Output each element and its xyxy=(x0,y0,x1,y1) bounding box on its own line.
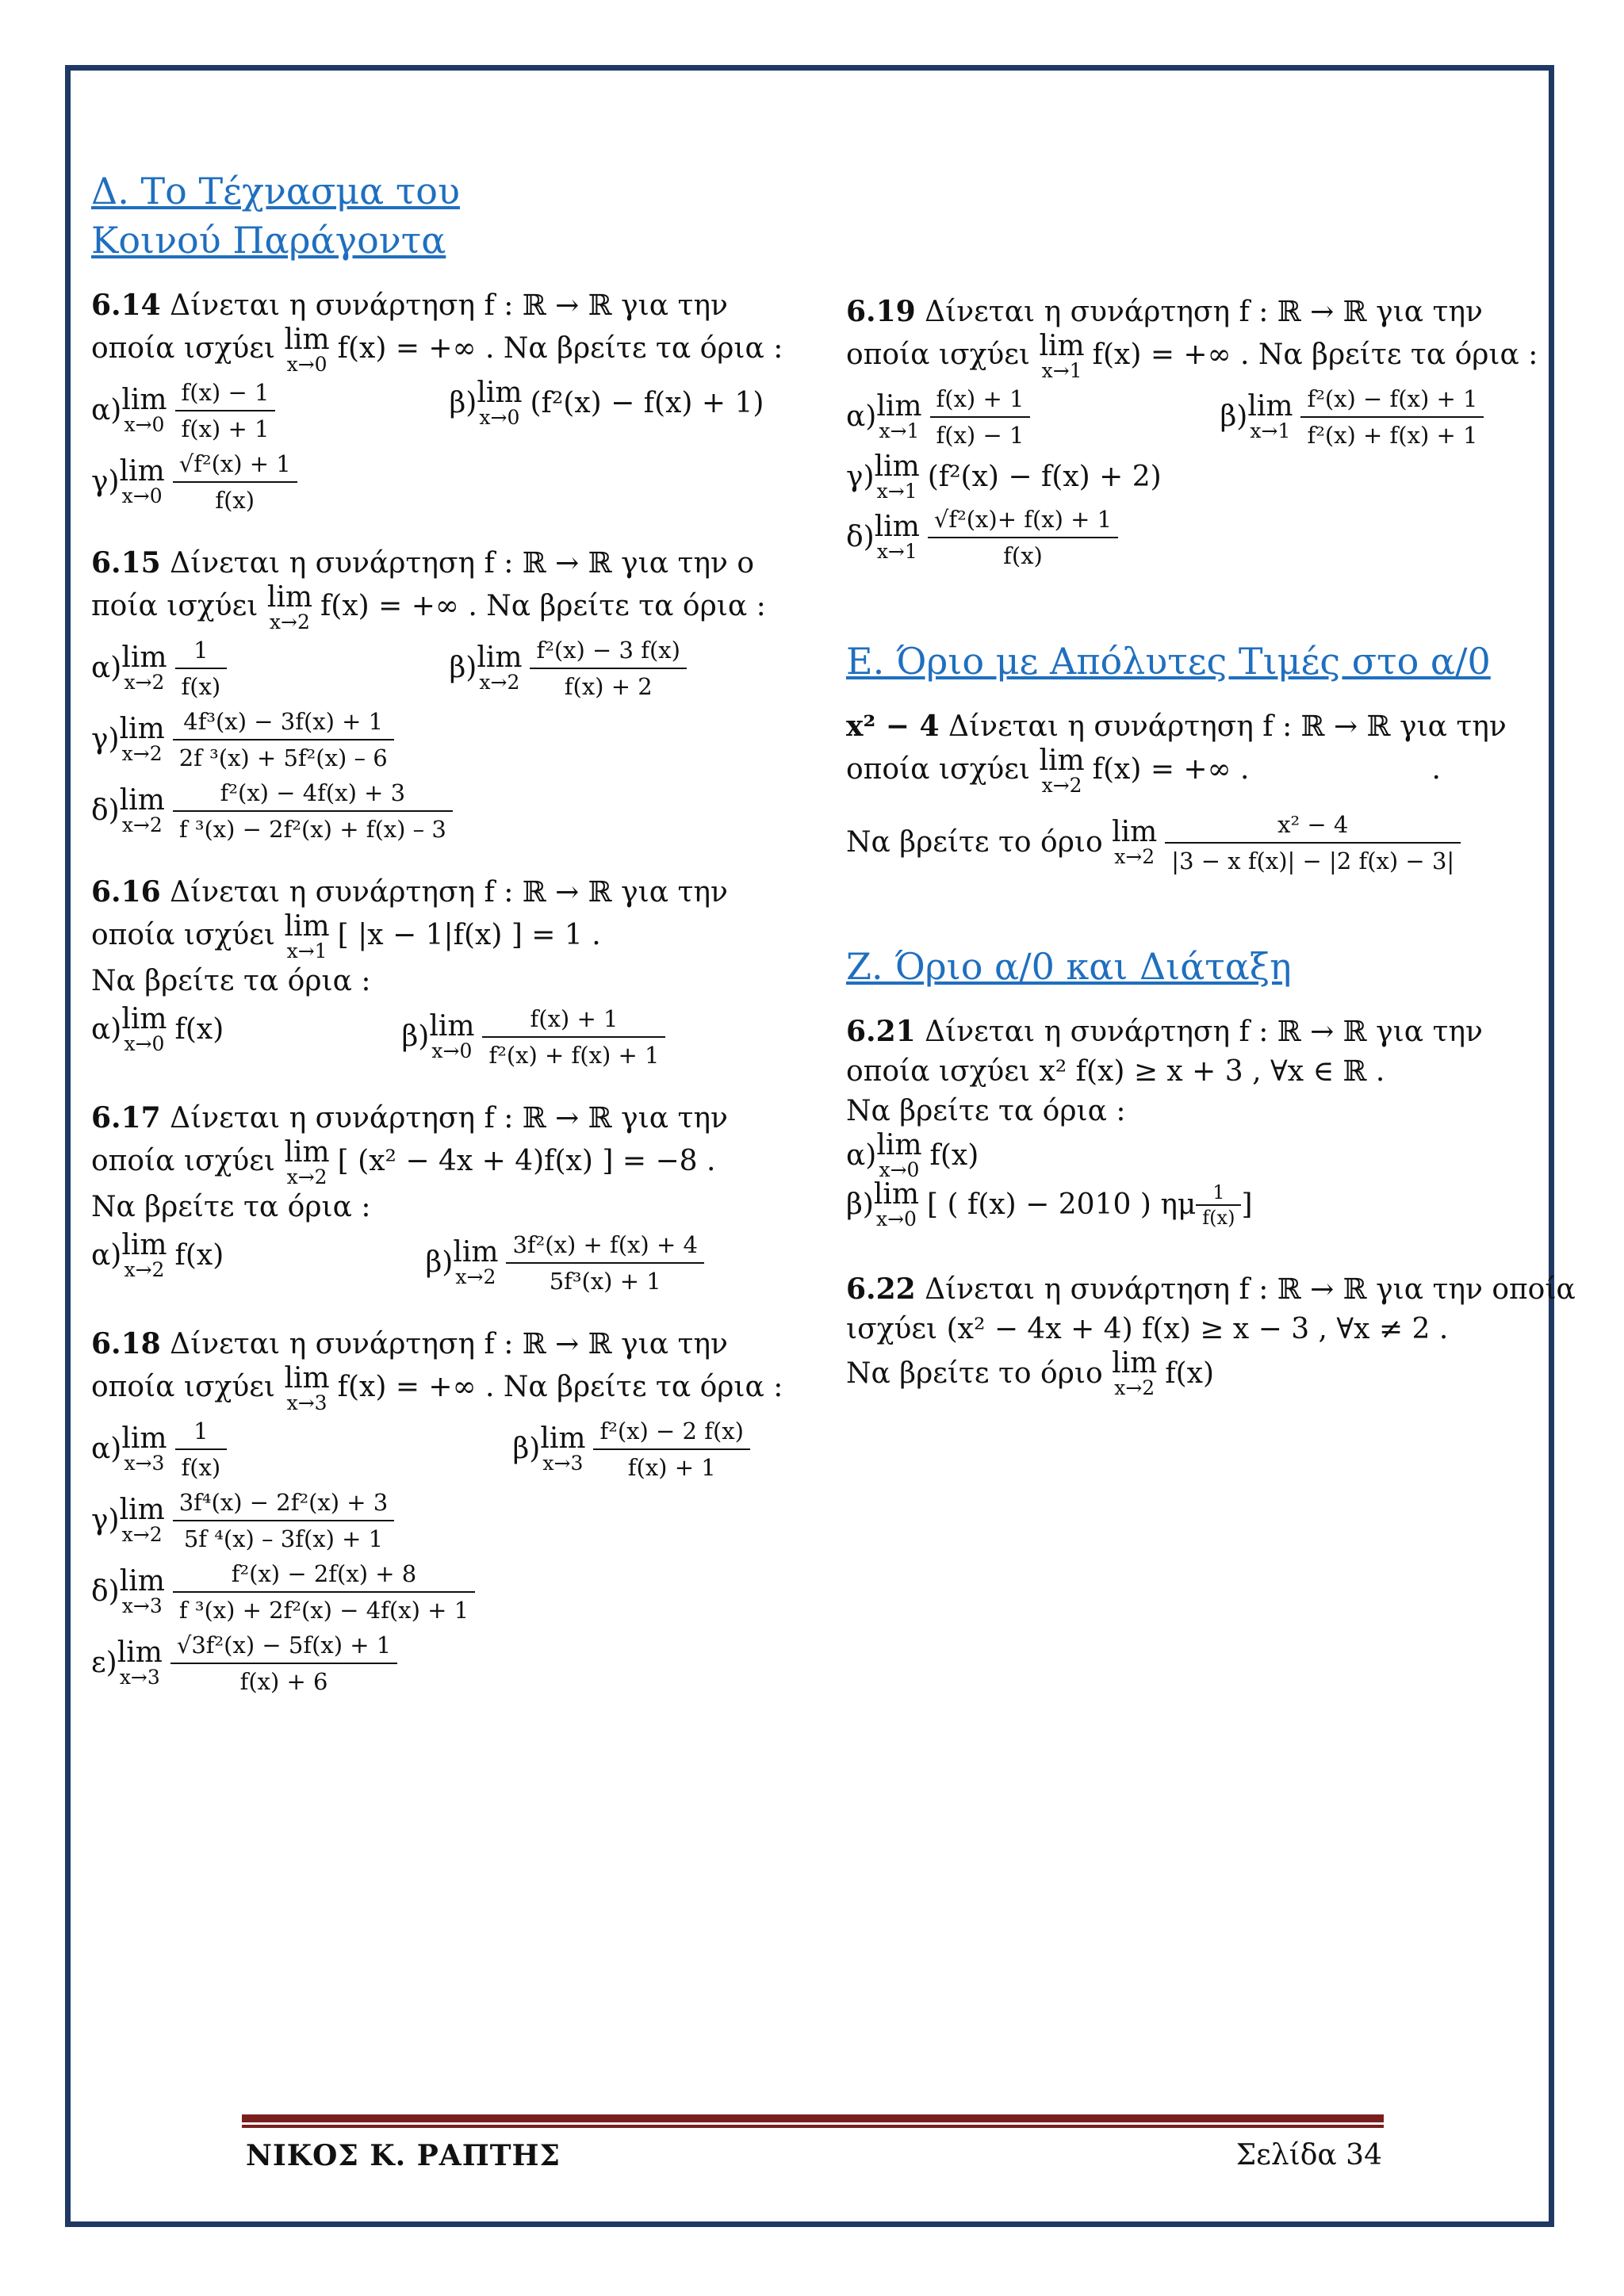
exercise-number: 6.22 xyxy=(846,1272,916,1306)
exercise-text: Δίνεται η συνάρτηση f : ℝ → ℝ για την xyxy=(170,1102,728,1135)
denominator: f(x) xyxy=(1003,542,1043,569)
denominator: f ³(x) + 2f²(x) − 4f(x) + 1 xyxy=(178,1597,469,1624)
lim-word: lim xyxy=(429,1010,475,1043)
fraction xyxy=(506,1227,703,1299)
lim-word: lim xyxy=(119,713,165,745)
lim-word: lim xyxy=(121,1229,167,1261)
limit xyxy=(120,1496,165,1545)
lim-sub: x→0 xyxy=(124,413,165,436)
exercise-number: 6.17 xyxy=(91,1101,161,1135)
item-label: β) xyxy=(425,1246,454,1279)
item-label: δ) xyxy=(91,794,120,827)
lim-word: lim xyxy=(1112,1347,1158,1380)
lim-word: lim xyxy=(453,1236,499,1269)
lim-word: lim xyxy=(1039,330,1085,362)
denominator: f(x) + 2 xyxy=(564,673,653,700)
limit xyxy=(284,1364,329,1414)
exercise-text: οποία ισχύει x² f(x) ≥ x + 3 , ∀x ∈ ℝ . xyxy=(846,1055,1385,1088)
lim-sub: x→0 xyxy=(121,484,163,507)
exercise-text: Δίνεται η συνάρτηση f : ℝ → ℝ για την xyxy=(948,710,1507,743)
limit xyxy=(266,581,312,633)
lim-word: lim xyxy=(121,1003,167,1035)
lim-sub: x→2 xyxy=(455,1265,496,1288)
exercise-6-17 xyxy=(91,1098,789,1299)
limit xyxy=(121,386,167,435)
exercise-number: 6.16 xyxy=(91,875,161,909)
exercise-text: Δίνεται η συνάρτηση f : ℝ → ℝ για την xyxy=(925,296,1483,328)
lim-word: lim xyxy=(119,455,165,488)
denominator: f²(x) + f(x) + 1 xyxy=(488,1042,660,1069)
item-d xyxy=(91,1556,475,1628)
limit xyxy=(121,1231,167,1280)
fraction xyxy=(173,1485,395,1556)
exercise-6-14 xyxy=(91,285,789,518)
lim-word: lim xyxy=(284,1362,330,1395)
exercise-number: 6.15 xyxy=(91,546,161,580)
item-b xyxy=(512,1414,750,1485)
item-label: γ) xyxy=(91,465,120,498)
lim-word: lim xyxy=(284,1136,330,1169)
exercise-6-15 xyxy=(91,543,789,847)
lim-word: lim xyxy=(119,784,165,817)
right-column xyxy=(846,292,1576,1424)
exercise-text: Να βρείτε τα όρια : xyxy=(91,1191,371,1223)
item-a xyxy=(91,1231,385,1295)
denominator: f(x) + 1 xyxy=(181,415,270,442)
item-label: β) xyxy=(449,387,477,419)
numerator: f²(x) − 4f(x) + 3 xyxy=(173,775,453,812)
exercise-6-16 xyxy=(91,872,789,1073)
limit xyxy=(1112,818,1157,867)
exercise-text: Δίνεται η συνάρτηση f : ℝ → ℝ για την οποία xyxy=(925,1273,1576,1306)
exercise-number: x² − 4 xyxy=(846,710,940,743)
item-label: γ) xyxy=(91,1504,120,1536)
expression: f(x) xyxy=(174,1239,224,1272)
lim-sub: x→3 xyxy=(121,1594,163,1617)
section-title-z: Ζ. Όριο α/0 και Διάταξη xyxy=(846,945,1292,988)
lim-sub: x→0 xyxy=(479,406,520,429)
fraction xyxy=(175,375,276,446)
lim-word: lim xyxy=(1039,744,1085,777)
numerator: x² − 4 xyxy=(1165,807,1461,844)
numerator: √f²(x)+ f(x) + 1 xyxy=(928,502,1118,538)
item-label: α) xyxy=(91,1239,122,1272)
denominator: 5f ⁴(x) – 3f(x) + 1 xyxy=(183,1525,384,1552)
lim-sub: x→1 xyxy=(876,480,917,503)
denominator: f(x) + 6 xyxy=(239,1668,328,1695)
item-a xyxy=(91,633,408,704)
limit xyxy=(1039,332,1084,381)
limit xyxy=(120,457,165,507)
fraction xyxy=(173,1556,475,1628)
denominator: f(x) + 1 xyxy=(627,1454,716,1481)
lim-sub: x→1 xyxy=(879,419,920,442)
denominator: |3 − x f(x)| − |2 f(x) − 3| xyxy=(1171,848,1455,874)
exercise-number: 6.18 xyxy=(91,1327,161,1360)
exercise-text: οποία ισχύει xyxy=(91,1371,276,1403)
fraction xyxy=(175,633,228,704)
item-b xyxy=(425,1227,703,1299)
item-label: β) xyxy=(512,1433,541,1465)
denominator: f(x) xyxy=(215,487,255,514)
lim-word: lim xyxy=(121,1422,167,1455)
section-title-d-line1: Δ. Το Τέχνασμα του xyxy=(91,170,460,212)
fraction xyxy=(170,1628,397,1699)
footer-rule xyxy=(242,2114,1384,2122)
numerator: 1 xyxy=(175,633,228,669)
numerator: 3f²(x) + f(x) + 4 xyxy=(506,1227,703,1264)
limit xyxy=(120,715,165,764)
limit xyxy=(121,1422,167,1475)
lim-sub: x→2 xyxy=(286,1165,327,1188)
item-a xyxy=(91,375,408,446)
item-label: δ) xyxy=(846,521,875,553)
numerator: 3f⁴(x) − 2f²(x) + 3 xyxy=(173,1485,395,1521)
limit xyxy=(874,450,920,503)
lim-word: lim xyxy=(876,390,922,423)
limit xyxy=(120,786,165,836)
limit xyxy=(1247,392,1293,442)
limit xyxy=(540,1422,586,1475)
expression: f(x) xyxy=(174,1013,224,1046)
item-b xyxy=(1220,381,1484,453)
expression: (f²(x) − f(x) + 2) xyxy=(927,461,1162,493)
fraction xyxy=(482,1001,665,1073)
item-d xyxy=(91,775,453,847)
lim-word: lim xyxy=(266,581,312,614)
limit xyxy=(873,1178,920,1230)
exercise-text: . xyxy=(1431,753,1441,786)
numerator: √3f²(x) − 5f(x) + 1 xyxy=(170,1628,397,1664)
fraction xyxy=(1300,381,1484,453)
numerator: f(x) + 1 xyxy=(482,1001,665,1038)
lim-sub: x→3 xyxy=(286,1391,327,1414)
fraction xyxy=(175,1414,228,1485)
item-a xyxy=(846,1131,979,1181)
section-title-e: Ε. Όριο με Απόλυτες Τιμές στο α/0 xyxy=(846,640,1491,683)
denominator: 2f ³(x) + 5f²(x) – 6 xyxy=(178,744,388,771)
lim-word: lim xyxy=(119,1565,165,1598)
limit xyxy=(121,641,167,694)
exercise-text: f(x) = +∞ . Να βρείτε τα όρια : xyxy=(320,590,766,622)
item-c xyxy=(91,446,297,518)
item-c xyxy=(846,450,1162,503)
exercise-text: Δίνεται η συνάρτηση f : ℝ → ℝ για την xyxy=(925,1016,1483,1048)
limit xyxy=(876,392,921,442)
denominator: 5f³(x) + 1 xyxy=(549,1268,661,1295)
exercise-6-18 xyxy=(91,1324,789,1699)
exercise-text: Να βρείτε το όριο xyxy=(846,826,1103,859)
exercise-6-19 xyxy=(846,292,1560,573)
exercise-text: f(x) = +∞ . Να βρείτε τα όρια : xyxy=(337,332,783,365)
lim-sub: x→2 xyxy=(121,742,163,765)
exercise-text: Δίνεται η συνάρτηση f : ℝ → ℝ για την xyxy=(170,1328,728,1360)
item-label: α) xyxy=(846,1139,877,1172)
item-label: α) xyxy=(91,652,122,684)
lim-word: lim xyxy=(117,1636,163,1669)
exercise-6-21 xyxy=(846,1012,1560,1244)
exercise-text: f(x) = +∞ . Να βρείτε τα όρια : xyxy=(337,1371,783,1403)
lim-sub: x→2 xyxy=(124,1258,165,1281)
lim-sub: x→1 xyxy=(286,939,327,962)
fraction xyxy=(1165,807,1461,878)
item-b xyxy=(846,1178,1253,1244)
lim-word: lim xyxy=(121,641,167,674)
left-column xyxy=(91,166,789,1724)
footer-rule xyxy=(242,2125,1384,2128)
lim-sub: x→2 xyxy=(1114,845,1155,868)
lim-word: lim xyxy=(874,450,920,483)
item-label: α) xyxy=(91,394,122,427)
limit xyxy=(876,1131,921,1181)
lim-sub: x→2 xyxy=(1114,1376,1155,1399)
limit xyxy=(284,910,330,962)
numerator: f²(x) − 2 f(x) xyxy=(593,1414,749,1450)
denominator: f(x) xyxy=(181,1454,221,1481)
item-c xyxy=(91,704,394,775)
fraction xyxy=(928,502,1118,573)
denominator: f ³(x) − 2f²(x) + f(x) – 3 xyxy=(178,816,446,843)
expression: ] xyxy=(1241,1188,1253,1221)
expression: f(x) xyxy=(929,1139,979,1172)
exercise-text: f(x) = +∞ . xyxy=(1092,753,1250,786)
fraction xyxy=(173,775,453,847)
lim-word: lim xyxy=(874,511,920,543)
item-label: α) xyxy=(846,400,877,433)
section-title-d xyxy=(91,166,789,265)
numerator: f(x) + 1 xyxy=(930,381,1031,418)
footer-author: ΝΙΚΟΣ Κ. ΡΑΠΤΗΣ xyxy=(246,2139,561,2172)
denominator: f²(x) + f(x) + 1 xyxy=(1307,422,1478,449)
lim-word: lim xyxy=(873,1178,920,1211)
item-label: β) xyxy=(449,652,477,684)
lim-sub: x→2 xyxy=(124,671,165,694)
item-c xyxy=(91,1485,394,1556)
numerator: f²(x) − f(x) + 1 xyxy=(1300,381,1484,418)
exercise-text: Να βρείτε τα όρια : xyxy=(91,965,371,997)
item-label: α) xyxy=(91,1013,122,1046)
limit xyxy=(477,641,523,694)
lim-word: lim xyxy=(540,1422,586,1455)
expression: f(x) xyxy=(1165,1357,1215,1390)
item-a xyxy=(91,1414,472,1485)
lim-sub: x→2 xyxy=(479,671,520,694)
exercise-text: ποία ισχύει xyxy=(91,590,259,622)
lim-sub: x→2 xyxy=(121,813,163,836)
expression: [ ( f(x) − 2010 ) ημ xyxy=(927,1188,1197,1221)
fraction xyxy=(173,446,297,518)
item-a xyxy=(91,1005,361,1069)
lim-sub: x→2 xyxy=(1041,774,1082,797)
exercise-text: Δίνεται η συνάρτηση f : ℝ → ℝ για την ο xyxy=(170,547,755,580)
limit xyxy=(120,1567,165,1617)
limit xyxy=(284,323,330,376)
lim-sub: x→3 xyxy=(542,1452,584,1475)
exercise-text: Να βρείτε τα όρια : xyxy=(846,1095,1126,1127)
item-e xyxy=(91,1628,397,1699)
exercise-number: 6.14 xyxy=(91,289,161,322)
exercise-text: οποία ισχύει xyxy=(91,332,276,365)
lim-word: lim xyxy=(284,323,330,356)
item-a xyxy=(846,381,1179,453)
limit xyxy=(284,1138,329,1188)
lim-sub: x→0 xyxy=(875,1207,917,1230)
exercise-text: οποία ισχύει xyxy=(846,339,1031,371)
item-b xyxy=(449,379,764,442)
numerator: f²(x) − 2f(x) + 8 xyxy=(173,1556,475,1593)
lim-sub: x→2 xyxy=(269,610,310,633)
lim-word: lim xyxy=(1112,816,1158,848)
lim-sub: x→0 xyxy=(286,353,327,376)
limit xyxy=(1112,1349,1157,1399)
expression: (f²(x) − f(x) + 1) xyxy=(530,387,764,419)
lim-word: lim xyxy=(477,377,523,409)
lim-sub: x→0 xyxy=(879,1158,920,1181)
section-title-d-line2: Κοινού Παράγοντα xyxy=(91,219,446,262)
limit xyxy=(875,513,920,562)
fraction xyxy=(173,704,394,775)
lim-sub: x→3 xyxy=(124,1452,165,1475)
footer-page-number: Σελίδα 34 xyxy=(1235,2139,1382,2172)
lim-word: lim xyxy=(121,384,167,416)
exercise-text: [ |x − 1|f(x) ] = 1 . xyxy=(337,919,601,951)
item-b xyxy=(401,1001,665,1073)
lim-sub: x→2 xyxy=(121,1523,163,1546)
limit xyxy=(429,1012,474,1062)
lim-sub: x→1 xyxy=(1250,419,1291,442)
limit xyxy=(453,1238,498,1288)
exercise-text: ισχύει (x² − 4x + 4) f(x) ≥ x − 3 , ∀x ≠ 2 . xyxy=(846,1313,1449,1345)
exercise-number: 6.19 xyxy=(846,295,916,328)
item-b xyxy=(449,633,687,704)
limit xyxy=(121,1005,167,1054)
denominator: f(x) xyxy=(181,673,221,700)
exercise-number: 6.21 xyxy=(846,1015,916,1048)
fraction xyxy=(593,1414,749,1485)
item-label: β) xyxy=(401,1020,430,1053)
exercise-text: f(x) = +∞ . Να βρείτε τα όρια : xyxy=(1092,339,1538,371)
lim-word: lim xyxy=(477,641,523,674)
lim-sub: x→0 xyxy=(124,1032,165,1055)
exercise-6-20 xyxy=(846,706,1560,878)
numerator: √f²(x) + 1 xyxy=(173,446,297,483)
item-label: γ) xyxy=(846,461,875,493)
exercise-text: οποία ισχύει xyxy=(91,1145,276,1177)
lim-sub: x→1 xyxy=(876,540,917,563)
item-label: β) xyxy=(846,1188,874,1221)
lim-word: lim xyxy=(1247,390,1293,423)
exercise-text: Να βρείτε το όριο xyxy=(846,1357,1103,1390)
exercise-6-22 xyxy=(846,1269,1576,1399)
item-label: β) xyxy=(1220,400,1248,433)
numerator: 4f³(x) − 3f(x) + 1 xyxy=(173,704,394,740)
exercise-text: οποία ισχύει xyxy=(846,753,1031,786)
limit xyxy=(117,1636,163,1689)
exercise-text: οποία ισχύει xyxy=(91,919,276,951)
item-label: ε) xyxy=(91,1647,117,1679)
numerator: f²(x) − 3 f(x) xyxy=(530,633,686,669)
item-label: α) xyxy=(91,1433,122,1465)
lim-sub: x→0 xyxy=(431,1039,473,1062)
item-label: δ) xyxy=(91,1575,120,1608)
exercise-text: Δίνεται η συνάρτηση f : ℝ → ℝ για την xyxy=(170,289,728,322)
exercise-text: Δίνεται η συνάρτηση f : ℝ → ℝ για την xyxy=(170,876,728,909)
denominator: f(x) − 1 xyxy=(936,422,1025,449)
numerator: 1 xyxy=(1196,1181,1241,1206)
lim-word: lim xyxy=(876,1129,922,1161)
limit xyxy=(1039,744,1085,797)
lim-word: lim xyxy=(284,910,330,943)
denominator: f(x) xyxy=(1202,1207,1235,1229)
exercise-text: [ (x² − 4x + 4)f(x) ] = −8 . xyxy=(337,1145,716,1177)
numerator: 1 xyxy=(175,1414,228,1450)
lim-word: lim xyxy=(119,1494,165,1526)
lim-sub: x→3 xyxy=(119,1666,160,1689)
fraction xyxy=(930,381,1031,453)
fraction xyxy=(1196,1181,1241,1230)
lim-sub: x→1 xyxy=(1041,359,1082,382)
limit xyxy=(477,379,522,428)
item-d xyxy=(846,502,1118,573)
numerator: f(x) − 1 xyxy=(175,375,276,411)
item-label: γ) xyxy=(91,723,120,756)
fraction xyxy=(530,633,686,704)
